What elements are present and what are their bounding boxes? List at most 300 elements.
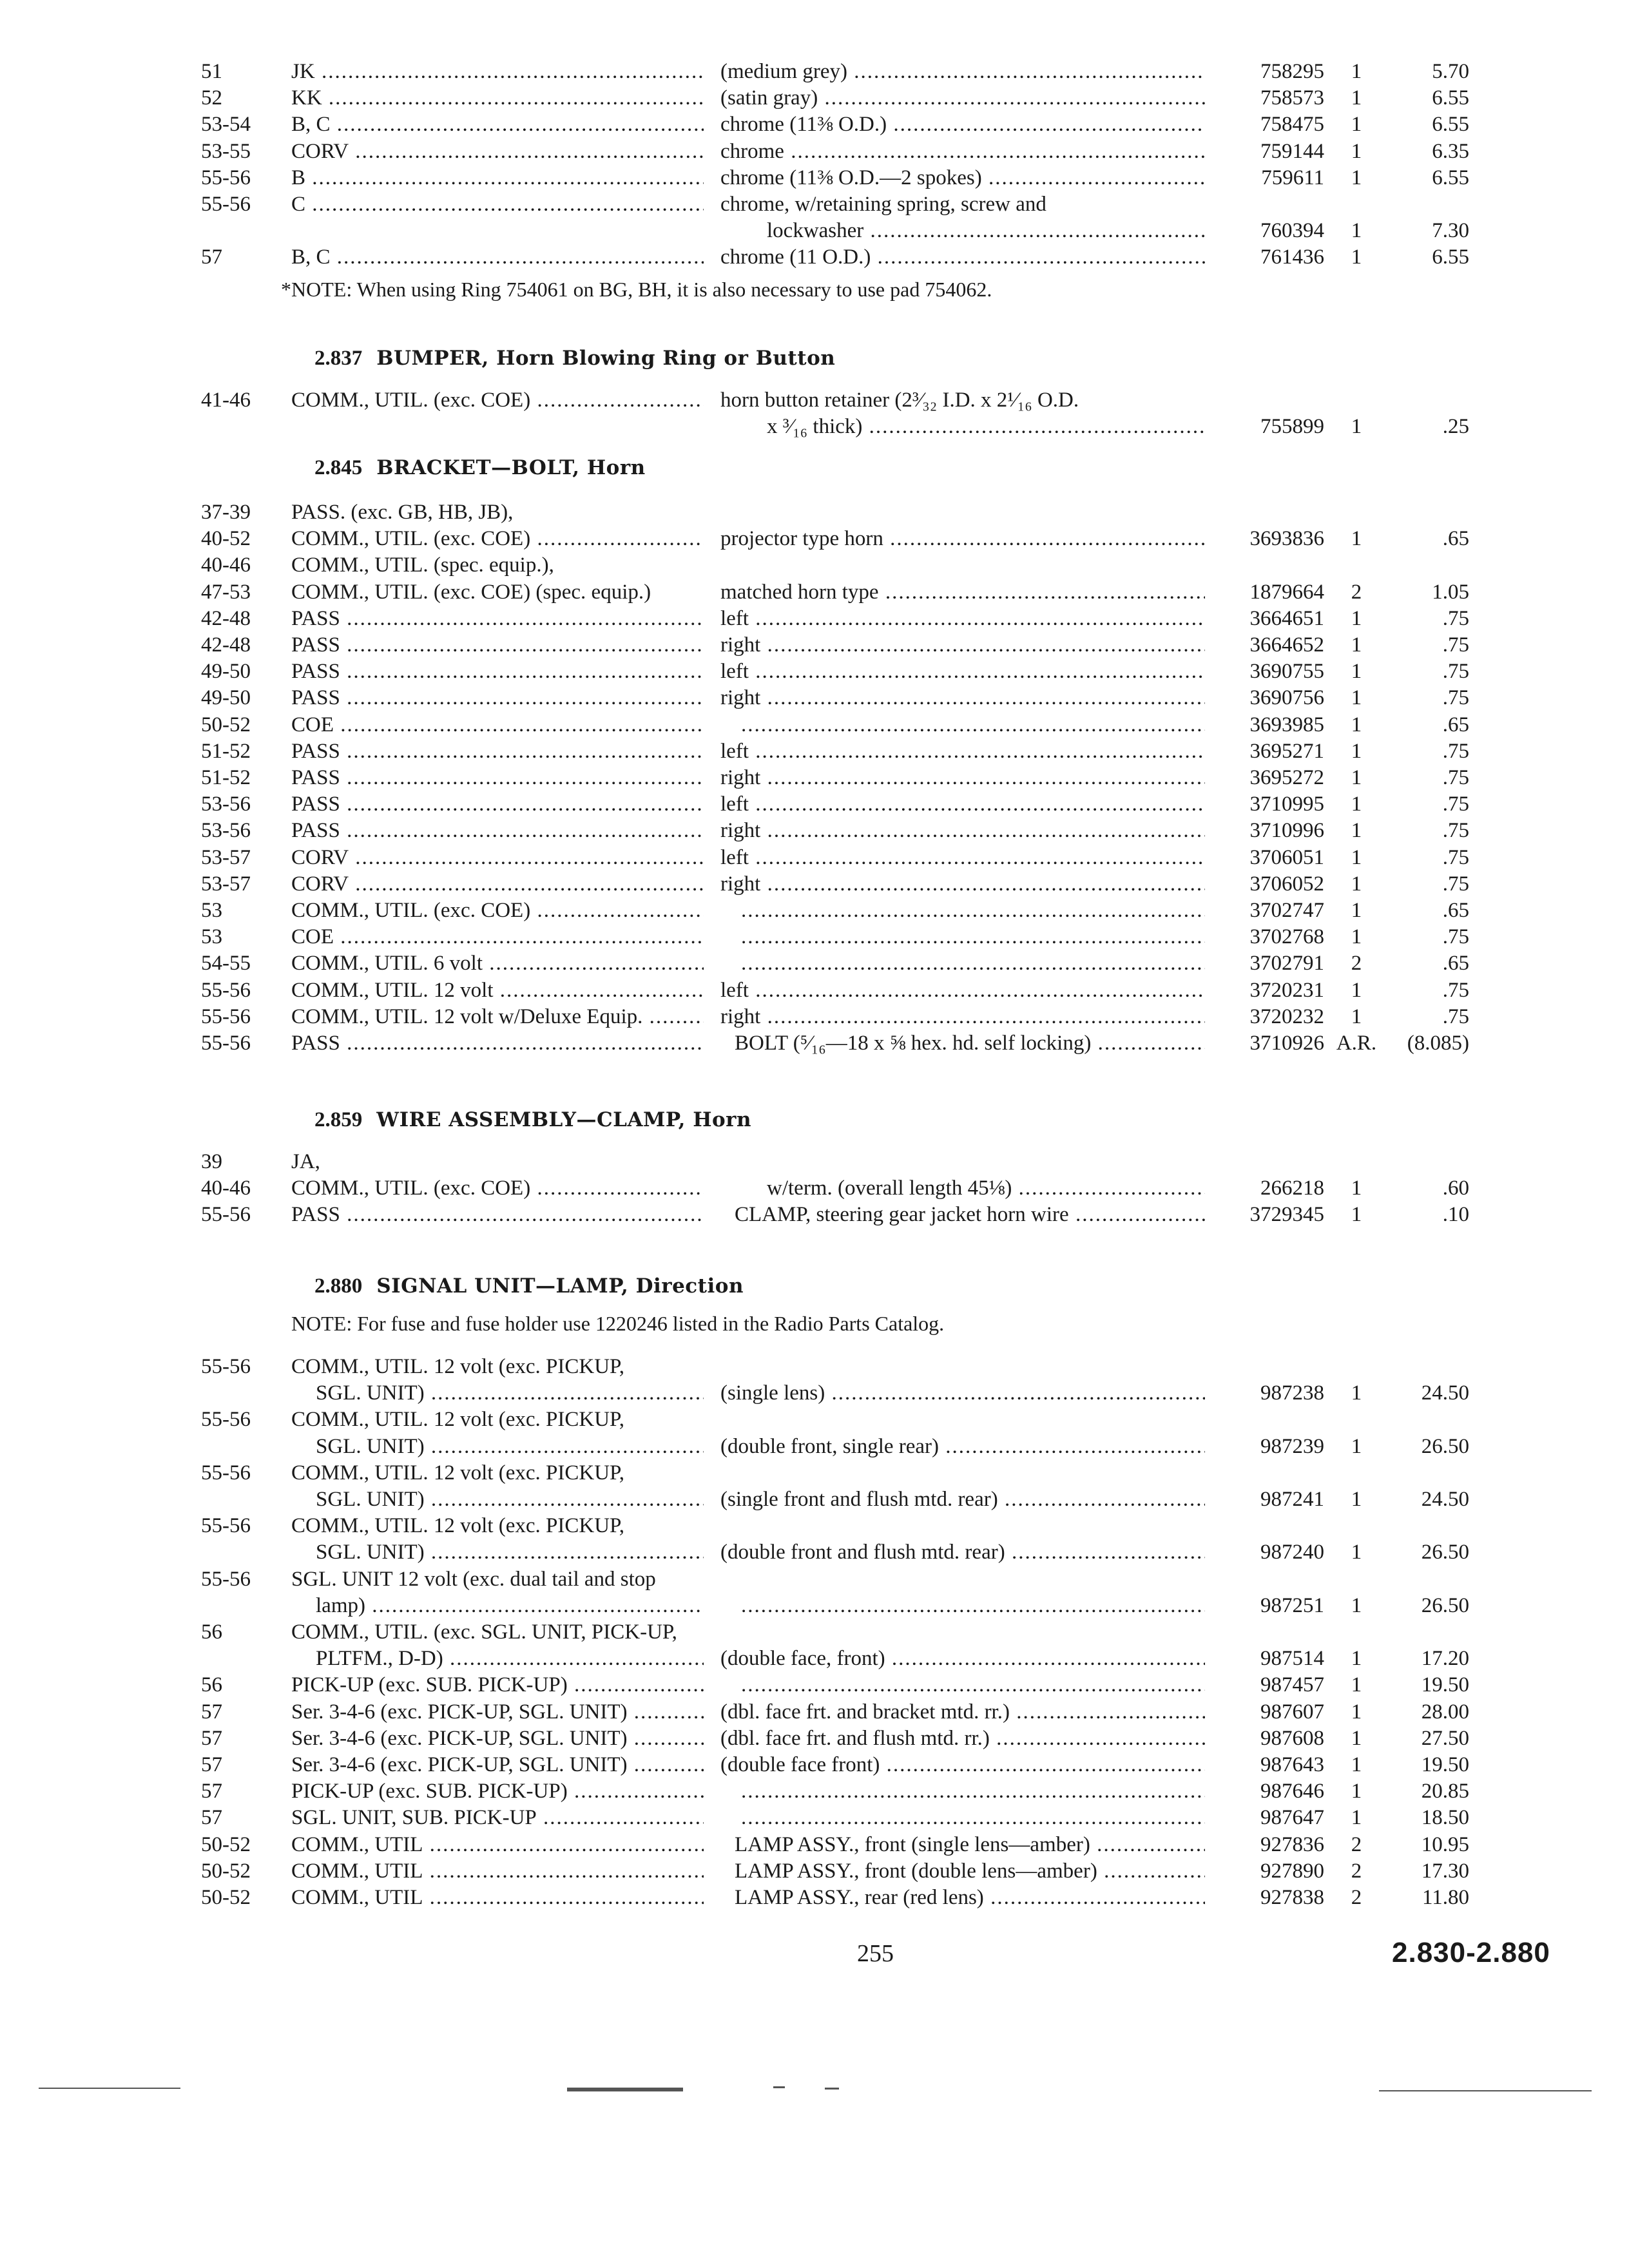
quantity: 2 xyxy=(1351,580,1362,604)
model-description: PASS ..... xyxy=(291,658,704,685)
price: 19.50 xyxy=(1421,1753,1469,1776)
part-description: w/term. (overall length 45⅛) ..... xyxy=(767,1175,1205,1202)
quantity: 1 xyxy=(1351,1647,1362,1671)
quantity: 1 xyxy=(1351,606,1362,630)
price: .75 xyxy=(1442,925,1469,949)
model-description: COMM., UTIL. 12 volt (exc. PICKUP, xyxy=(291,1355,624,1378)
model-years: 50-52 xyxy=(201,1886,251,1909)
model-description: SGL. UNIT 12 volt (exc. dual tail and stop xyxy=(291,1567,656,1591)
price: .65 xyxy=(1442,952,1469,975)
model-years: 55-56 xyxy=(201,1355,251,1378)
quantity: 1 xyxy=(1351,713,1362,736)
price: 6.55 xyxy=(1432,245,1469,269)
model-description: B ..... xyxy=(291,164,704,191)
model-description: C ..... xyxy=(291,191,704,218)
quantity: 1 xyxy=(1351,1593,1362,1617)
table-row xyxy=(0,977,1629,1005)
model-years: 55-56 xyxy=(201,1032,251,1055)
part-description xyxy=(741,923,1205,950)
table-row xyxy=(0,1619,1629,1647)
quantity: 1 xyxy=(1351,1177,1362,1200)
model-description: SGL. UNIT) ..... xyxy=(316,1433,704,1460)
table-row xyxy=(0,1592,1629,1620)
section-heading xyxy=(314,1273,744,1300)
model-description: PASS. (exc. GB, HB, JB), xyxy=(291,501,514,524)
quantity: 2 xyxy=(1351,1832,1362,1856)
price: 18.50 xyxy=(1421,1806,1469,1830)
model-description: SGL. UNIT, SUB. PICK-UP ..... xyxy=(291,1804,704,1831)
part-description: right ..... xyxy=(720,1003,1205,1030)
price: 28.00 xyxy=(1421,1700,1469,1724)
part-number: 3690755 xyxy=(1249,660,1324,684)
part-description: (dbl. face frt. and bracket mtd. rr.) ..... xyxy=(720,1698,1205,1725)
model-years: 53 xyxy=(201,925,222,949)
quantity: 1 xyxy=(1351,739,1362,763)
model-years: 55-56 xyxy=(201,1567,251,1591)
price: 26.50 xyxy=(1421,1541,1469,1564)
quantity: 2 xyxy=(1351,1886,1362,1909)
table-row xyxy=(0,387,1629,415)
model-description: PASS ..... xyxy=(291,791,704,818)
model-years: 54-55 xyxy=(201,952,251,975)
model-years: 57 xyxy=(201,245,222,269)
model-description: Ser. 3-4-6 (exc. PICK-UP, SGL. UNIT) ..... xyxy=(291,1698,704,1725)
quantity: 1 xyxy=(1351,415,1362,439)
model-years: 53-56 xyxy=(201,819,251,843)
model-years: 49-50 xyxy=(201,660,251,684)
price: 26.50 xyxy=(1421,1593,1469,1617)
part-description: projector type horn ..... xyxy=(720,525,1205,552)
table-row xyxy=(0,764,1629,793)
model-years: 55-56 xyxy=(201,1514,251,1538)
part-number: 3710996 xyxy=(1249,819,1324,843)
price: .65 xyxy=(1442,713,1469,736)
model-description: COMM., UTIL. (spec. equip.), xyxy=(291,553,554,577)
part-description xyxy=(741,1671,1205,1698)
part-number: 266218 xyxy=(1260,1177,1324,1200)
price: 17.30 xyxy=(1421,1859,1469,1883)
part-number: 3706052 xyxy=(1249,872,1324,896)
part-number: 3702747 xyxy=(1249,899,1324,922)
part-number: 927838 xyxy=(1260,1886,1324,1909)
model-years: 55-56 xyxy=(201,166,251,189)
part-description: chrome, w/retaining spring, screw and xyxy=(720,193,1046,216)
part-description: LAMP ASSY., front (single lens—amber) ..... xyxy=(735,1831,1205,1858)
quantity: 1 xyxy=(1351,60,1362,83)
part-number: 3690756 xyxy=(1249,686,1324,710)
model-years: 40-46 xyxy=(201,553,251,577)
model-years: 42-48 xyxy=(201,633,251,657)
part-description: (dbl. face frt. and flush mtd. rr.) ..... xyxy=(720,1725,1205,1752)
part-number: 927890 xyxy=(1260,1859,1324,1883)
table-row xyxy=(0,138,1629,166)
model-description: SGL. UNIT) ..... xyxy=(316,1486,704,1513)
table-row xyxy=(0,1030,1629,1058)
section-title: BUMPER, Horn Blowing Ring or Button xyxy=(376,347,836,370)
part-description: (double face front) ..... xyxy=(720,1751,1205,1778)
part-number: 3720231 xyxy=(1249,978,1324,1002)
part-number: 3693985 xyxy=(1249,713,1324,736)
part-description: right ..... xyxy=(720,631,1205,658)
model-description: PASS ..... xyxy=(291,1030,704,1057)
part-number: 3693836 xyxy=(1249,527,1324,551)
part-description: LAMP ASSY., front (double lens—amber) ..... xyxy=(735,1858,1205,1885)
model-description: PICK-UP (exc. SUB. PICK-UP) ..... xyxy=(291,1778,704,1805)
model-years: 49-50 xyxy=(201,686,251,710)
quantity: 1 xyxy=(1351,166,1362,189)
price: .75 xyxy=(1442,606,1469,630)
model-description: PASS ..... xyxy=(291,605,704,632)
quantity: 1 xyxy=(1351,1004,1362,1028)
part-description: right ..... xyxy=(720,684,1205,711)
part-number: 3710926 xyxy=(1249,1032,1324,1055)
model-years: 55-56 xyxy=(201,1203,251,1227)
part-number: 3729345 xyxy=(1249,1203,1324,1227)
part-description: chrome (11 O.D.) ..... xyxy=(720,244,1205,271)
part-number: 3710995 xyxy=(1249,793,1324,816)
part-description: (medium grey) ..... xyxy=(720,58,1205,85)
part-description: BOLT (⁵⁄₁₆—18 x ⅝ hex. hd. self locking) ..... xyxy=(735,1030,1205,1057)
model-years: 56 xyxy=(201,1620,222,1644)
part-description: (double face, front) ..... xyxy=(720,1645,1205,1672)
table-row xyxy=(0,579,1629,607)
price: .75 xyxy=(1442,686,1469,710)
part-number: 3664651 xyxy=(1249,606,1324,630)
part-description: x ³⁄₁₆ thick) ..... xyxy=(767,413,1205,440)
model-description: PASS ..... xyxy=(291,764,704,791)
part-description xyxy=(741,1778,1205,1805)
table-row xyxy=(0,684,1629,713)
model-description: Ser. 3-4-6 (exc. PICK-UP, SGL. UNIT) ..... xyxy=(291,1725,704,1752)
price: .65 xyxy=(1442,527,1469,551)
table-row xyxy=(0,525,1629,553)
quantity: 2 xyxy=(1351,1859,1362,1883)
part-number: 987238 xyxy=(1260,1381,1324,1405)
quantity: 1 xyxy=(1351,899,1362,922)
model-years: 40-46 xyxy=(201,1177,251,1200)
quantity: 1 xyxy=(1351,1806,1362,1830)
part-number: 987457 xyxy=(1260,1673,1324,1697)
quantity: 1 xyxy=(1351,1488,1362,1511)
model-years: 42-48 xyxy=(201,606,251,630)
table-row xyxy=(0,1459,1629,1488)
model-description: COMM., UTIL. (exc. COE) ..... xyxy=(291,387,704,414)
section-number: 2.859 xyxy=(314,1108,363,1131)
part-number: 3702768 xyxy=(1249,925,1324,949)
part-number: 987514 xyxy=(1260,1647,1324,1671)
model-description: COMM., UTIL. (exc. COE) ..... xyxy=(291,897,704,924)
model-description: PICK-UP (exc. SUB. PICK-UP) ..... xyxy=(291,1671,704,1698)
price: .75 xyxy=(1442,660,1469,684)
part-number: 987239 xyxy=(1260,1434,1324,1458)
quantity: 1 xyxy=(1351,1203,1362,1227)
scan-artifact xyxy=(567,2088,683,2091)
table-row xyxy=(0,58,1629,86)
price: .65 xyxy=(1442,899,1469,922)
table-row xyxy=(0,1175,1629,1203)
part-number: 987643 xyxy=(1260,1753,1324,1776)
part-description xyxy=(741,897,1205,924)
quantity: 1 xyxy=(1351,527,1362,551)
model-years: 50-52 xyxy=(201,1832,251,1856)
price: .75 xyxy=(1442,845,1469,869)
price: 27.50 xyxy=(1421,1726,1469,1750)
model-years: 57 xyxy=(201,1806,222,1830)
part-description: (single front and flush mtd. rear) ..... xyxy=(720,1486,1205,1513)
part-number: 987608 xyxy=(1260,1726,1324,1750)
table-row xyxy=(0,1566,1629,1594)
price: .75 xyxy=(1442,793,1469,816)
table-row xyxy=(0,1406,1629,1434)
quantity: 1 xyxy=(1351,793,1362,816)
model-years: 50-52 xyxy=(201,713,251,736)
table-row xyxy=(0,791,1629,819)
model-description: B, C ..... xyxy=(291,111,704,138)
table-row xyxy=(0,1645,1629,1673)
table-row xyxy=(0,413,1629,441)
part-description: (single lens) ..... xyxy=(720,1379,1205,1407)
model-description: COMM., UTIL ..... xyxy=(291,1858,704,1885)
model-description: COE ..... xyxy=(291,711,704,738)
table-row xyxy=(0,631,1629,660)
price: 6.55 xyxy=(1432,86,1469,110)
section-number: 2.845 xyxy=(314,456,363,479)
quantity: 1 xyxy=(1351,1541,1362,1564)
quantity: 1 xyxy=(1351,1434,1362,1458)
part-number: 987607 xyxy=(1260,1700,1324,1724)
table-row xyxy=(0,499,1629,527)
table-row xyxy=(0,844,1629,872)
part-number: 987241 xyxy=(1260,1488,1324,1511)
price: 6.55 xyxy=(1432,113,1469,137)
model-description: COMM., UTIL. 12 volt ..... xyxy=(291,977,704,1004)
table-row xyxy=(0,552,1629,580)
price: .75 xyxy=(1442,819,1469,843)
table-row xyxy=(0,1671,1629,1700)
part-description: left ..... xyxy=(720,844,1205,871)
part-description: matched horn type ..... xyxy=(720,579,1205,606)
table-row xyxy=(0,1539,1629,1567)
part-number: 3695271 xyxy=(1249,739,1324,763)
table-row xyxy=(0,1858,1629,1886)
table-row xyxy=(0,658,1629,686)
price: .75 xyxy=(1442,872,1469,896)
price: .75 xyxy=(1442,766,1469,789)
model-years: 53 xyxy=(201,899,222,922)
model-description: COMM., UTIL. 12 volt (exc. PICKUP, xyxy=(291,1408,624,1432)
quantity: 1 xyxy=(1351,686,1362,710)
model-description: JA, xyxy=(291,1150,320,1173)
model-description: COE ..... xyxy=(291,923,704,950)
section-title: WIRE ASSEMBLY—CLAMP, Horn xyxy=(376,1108,752,1131)
price: 26.50 xyxy=(1421,1434,1469,1458)
table-row xyxy=(0,1778,1629,1806)
model-description: JK ..... xyxy=(291,58,704,85)
model-description: PASS ..... xyxy=(291,1201,704,1228)
model-years: 57 xyxy=(201,1753,222,1776)
model-description: COMM., UTIL. (exc. COE) ..... xyxy=(291,525,704,552)
model-years: 47-53 xyxy=(201,580,251,604)
quantity: 1 xyxy=(1351,1700,1362,1724)
table-row xyxy=(0,605,1629,633)
section-number: 2.837 xyxy=(314,347,363,370)
table-row xyxy=(0,111,1629,139)
quantity: 1 xyxy=(1351,1726,1362,1750)
model-description: B, C ..... xyxy=(291,244,704,271)
model-description: COMM., UTIL. (exc. COE) ..... xyxy=(291,1175,704,1202)
table-row xyxy=(0,1379,1629,1408)
part-number: 987251 xyxy=(1260,1593,1324,1617)
model-years: 53-54 xyxy=(201,113,251,137)
table-row xyxy=(0,738,1629,766)
model-years: 51 xyxy=(201,60,222,83)
section-title: BRACKET—BOLT, Horn xyxy=(376,456,646,479)
price: .75 xyxy=(1442,633,1469,657)
part-description: right ..... xyxy=(720,764,1205,791)
part-description: left ..... xyxy=(720,791,1205,818)
part-number: 758295 xyxy=(1260,60,1324,83)
part-description: chrome ..... xyxy=(720,138,1205,165)
quantity: 1 xyxy=(1351,113,1362,137)
model-years: 40-52 xyxy=(201,527,251,551)
scan-artifact xyxy=(773,2086,785,2088)
part-description: right ..... xyxy=(720,817,1205,844)
table-row xyxy=(0,923,1629,952)
model-description: COMM., UTIL. 12 volt (exc. PICKUP, xyxy=(291,1514,624,1538)
quantity: 1 xyxy=(1351,245,1362,269)
model-years: 57 xyxy=(201,1700,222,1724)
table-row xyxy=(0,1698,1629,1727)
quantity: 1 xyxy=(1351,139,1362,163)
model-years: 37-39 xyxy=(201,501,251,524)
price: 20.85 xyxy=(1421,1780,1469,1803)
part-number: 987646 xyxy=(1260,1780,1324,1803)
table-row xyxy=(0,1884,1629,1912)
table-row xyxy=(0,1486,1629,1514)
price: 10.95 xyxy=(1421,1832,1469,1856)
table-row xyxy=(0,84,1629,113)
part-number: 987240 xyxy=(1260,1541,1324,1564)
quantity: A.R. xyxy=(1336,1032,1377,1055)
part-description xyxy=(741,950,1205,977)
part-number: 3695272 xyxy=(1249,766,1324,789)
quantity: 1 xyxy=(1351,660,1362,684)
scan-artifact xyxy=(39,2088,180,2089)
model-description: COMM., UTIL. 6 volt ..... xyxy=(291,950,704,977)
price: .75 xyxy=(1442,739,1469,763)
model-years: 55-56 xyxy=(201,1461,251,1485)
model-description: COMM., UTIL ..... xyxy=(291,1884,704,1911)
table-row xyxy=(0,870,1629,899)
price: 6.55 xyxy=(1432,166,1469,189)
model-years: 55-56 xyxy=(201,193,251,216)
part-number: 3706051 xyxy=(1249,845,1324,869)
model-years: 55-56 xyxy=(201,978,251,1002)
price: 24.50 xyxy=(1421,1488,1469,1511)
model-description: COMM., UTIL. (exc. SGL. UNIT, PICK-UP, xyxy=(291,1620,677,1644)
model-description: lamp) ..... xyxy=(316,1592,704,1619)
part-number: 1879664 xyxy=(1249,580,1324,604)
part-number: 755899 xyxy=(1260,415,1324,439)
price: .75 xyxy=(1442,978,1469,1002)
section-range: 2.830-2.880 xyxy=(1392,1937,1550,1968)
model-description: PASS ..... xyxy=(291,817,704,844)
table-row xyxy=(0,1725,1629,1753)
model-years: 41-46 xyxy=(201,389,251,412)
part-number: 761436 xyxy=(1260,245,1324,269)
part-number: 760394 xyxy=(1260,219,1324,243)
model-years: 51-52 xyxy=(201,766,251,789)
part-description: lockwasher ..... xyxy=(767,217,1205,244)
quantity: 1 xyxy=(1351,1673,1362,1697)
page-number: 255 xyxy=(857,1940,894,1967)
section-heading xyxy=(314,454,646,481)
table-row xyxy=(0,1353,1629,1381)
price: .10 xyxy=(1442,1203,1469,1227)
part-description xyxy=(741,711,1205,738)
price: 1.05 xyxy=(1432,580,1469,604)
quantity: 1 xyxy=(1351,872,1362,896)
model-years: 53-55 xyxy=(201,139,251,163)
model-description: COMM., UTIL. (exc. COE) (spec. equip.) xyxy=(291,580,651,604)
quantity: 1 xyxy=(1351,925,1362,949)
part-description xyxy=(741,1804,1205,1831)
model-description: PLTFM., D-D) ..... xyxy=(316,1645,704,1672)
table-row xyxy=(0,1804,1629,1832)
model-description: COMM., UTIL ..... xyxy=(291,1831,704,1858)
part-description: chrome (11⅜ O.D.—2 spokes) ..... xyxy=(720,164,1205,191)
part-description: left ..... xyxy=(720,977,1205,1004)
part-description: horn button retainer (2³⁄₃₂ I.D. x 2¹⁄₁₆ O.D. xyxy=(720,389,1079,412)
price: .25 xyxy=(1442,415,1469,439)
section-heading xyxy=(314,1106,751,1133)
section-title: SIGNAL UNIT—LAMP, Direction xyxy=(376,1274,744,1298)
part-number: 3664652 xyxy=(1249,633,1324,657)
table-row xyxy=(0,1433,1629,1461)
quantity: 1 xyxy=(1351,1780,1362,1803)
table-row xyxy=(0,711,1629,740)
model-years: 39 xyxy=(201,1150,222,1173)
part-description: (satin gray) ..... xyxy=(720,84,1205,111)
quantity: 1 xyxy=(1351,86,1362,110)
model-description: SGL. UNIT) ..... xyxy=(316,1539,704,1566)
part-description: chrome (11⅜ O.D.) ..... xyxy=(720,111,1205,138)
model-years: 52 xyxy=(201,86,222,110)
table-row xyxy=(0,1148,1629,1177)
model-years: 53-56 xyxy=(201,793,251,816)
model-years: 53-57 xyxy=(201,872,251,896)
part-description: (double front, single rear) ..... xyxy=(720,1433,1205,1460)
part-number: 3702791 xyxy=(1249,952,1324,975)
model-description: SGL. UNIT) ..... xyxy=(316,1379,704,1407)
price: 5.70 xyxy=(1432,60,1469,83)
part-number: 759144 xyxy=(1260,139,1324,163)
model-description: CORV ..... xyxy=(291,870,704,898)
quantity: 1 xyxy=(1351,766,1362,789)
model-years: 57 xyxy=(201,1780,222,1803)
model-description: COMM., UTIL. 12 volt (exc. PICKUP, xyxy=(291,1461,624,1485)
part-description: left ..... xyxy=(720,738,1205,765)
table-row xyxy=(0,1512,1629,1541)
section-heading xyxy=(314,345,835,372)
model-description: PASS ..... xyxy=(291,738,704,765)
model-description: KK ..... xyxy=(291,84,704,111)
model-years: 55-56 xyxy=(201,1004,251,1028)
quantity: 2 xyxy=(1351,952,1362,975)
model-description: Ser. 3-4-6 (exc. PICK-UP, SGL. UNIT) ..... xyxy=(291,1751,704,1778)
part-description: right ..... xyxy=(720,870,1205,898)
model-years: 50-52 xyxy=(201,1859,251,1883)
